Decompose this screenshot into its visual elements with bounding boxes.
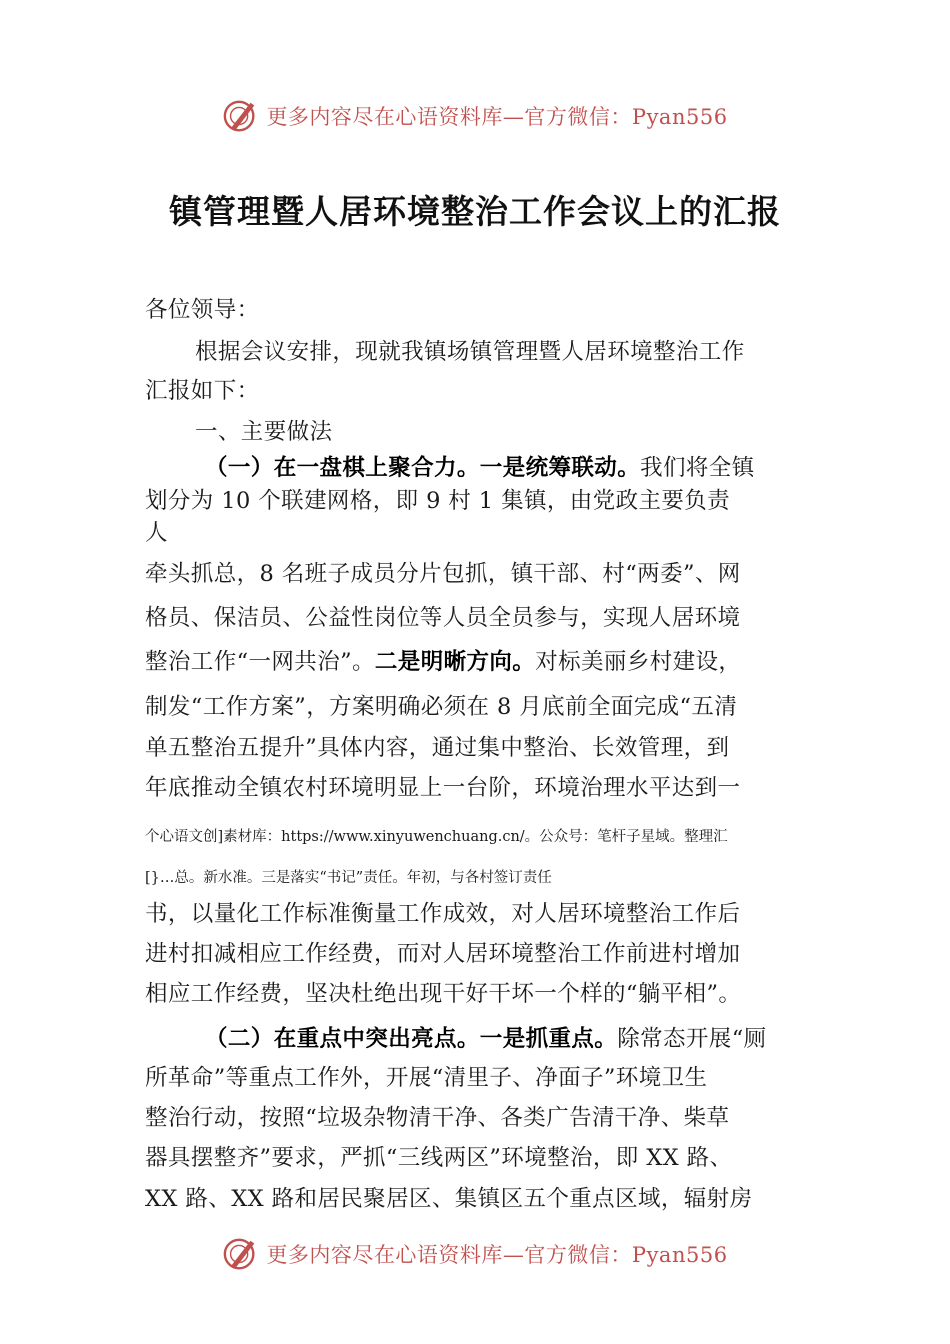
paragraph-line: 根据会议安排，现就我镇场镇管理暨人居环境整治工作	[195, 339, 745, 365]
footer-banner	[0, 1232, 950, 1276]
paragraph-line: 相应工作经费，坚决杜绝出现干好干坏一个样的“躺平相”。	[145, 981, 742, 1007]
paragraph-line	[205, 1021, 767, 1053]
inserted-note-line: [}…总。新水准。三是落实“书记”责任。年初，与各村签订责任	[145, 870, 552, 886]
header-banner	[0, 94, 950, 138]
paragraph-line	[145, 644, 741, 676]
paragraph-line: 人	[145, 520, 168, 546]
inline-text: 我们将全镇	[640, 455, 755, 481]
inline-text: 除常态开展“厕	[617, 1026, 767, 1052]
inline-text: 整治工作“一网共治”。	[145, 649, 375, 675]
bold-heading: （一）在一盘棋上聚合力。一是统筹联动。	[205, 455, 641, 481]
pen-logo-icon	[222, 1235, 260, 1273]
paragraph-line: 书，以量化工作标准衡量工作成效，对人居环境整治工作后	[145, 901, 741, 927]
inserted-source-note: 个心语文创]素材库：https://www.xinyuwenchuang.cn/。公众号：笔杆子星域。整理汇	[145, 829, 728, 845]
paragraph-line: 整治行动，按照“垃圾杂物清干净、各类广告清干净、柴草	[145, 1105, 730, 1131]
paragraph-line: 所革命”等重点工作外，开展“清里子、净面子”环境卫生	[145, 1065, 708, 1091]
paragraph-line: 汇报如下：	[145, 378, 260, 404]
salutation: 各位领导：	[145, 297, 260, 323]
paragraph-line: 牵头抓总，8 名班子成员分片包抓，镇干部、村“两委”、网	[145, 561, 741, 587]
document-title: 镇管理暨人居环境整治工作会议上的汇报	[169, 192, 781, 231]
section-heading: 一、主要做法	[195, 419, 333, 445]
bold-heading: 二是明晰方向。	[374, 649, 536, 675]
bold-heading: （二）在重点中突出亮点。一是抓重点。	[205, 1026, 618, 1052]
pen-logo-icon	[222, 97, 260, 135]
paragraph-line: 单五整治五提升”具体内容，通过集中整治、长效管理，到	[145, 735, 730, 761]
paragraph-line: 制发“工作方案”，方案明确必须在 8 月底前全面完成“五清	[145, 694, 738, 720]
paragraph-line: 划分为 10 个联建网格，即 9 村 1 集镇，由党政主要负责	[145, 488, 731, 514]
paragraph-line: 进村扣减相应工作经费，而对人居环境整治工作前进村增加	[145, 941, 741, 967]
paragraph-line: XX 路、XX 路和居民聚居区、集镇区五个重点区域，辐射房	[145, 1186, 753, 1212]
footer-banner-text: 更多内容尽在心语资料库—官方微信：Pyan556	[266, 1243, 728, 1267]
header-banner-text: 更多内容尽在心语资料库—官方微信：Pyan556	[266, 105, 728, 129]
inline-text: 对标美丽乡村建设，	[535, 649, 742, 675]
paragraph-line: 器具摆整齐”要求，严抓“三线两区”环境整治，即 XX 路、	[145, 1145, 733, 1171]
paragraph-line: 格员、保洁员、公益性岗位等人员全员参与，实现人居环境	[145, 605, 741, 631]
paragraph-line: 年底推动全镇农村环境明显上一台阶，环境治理水平达到一	[145, 775, 741, 801]
paragraph-line	[205, 450, 755, 482]
